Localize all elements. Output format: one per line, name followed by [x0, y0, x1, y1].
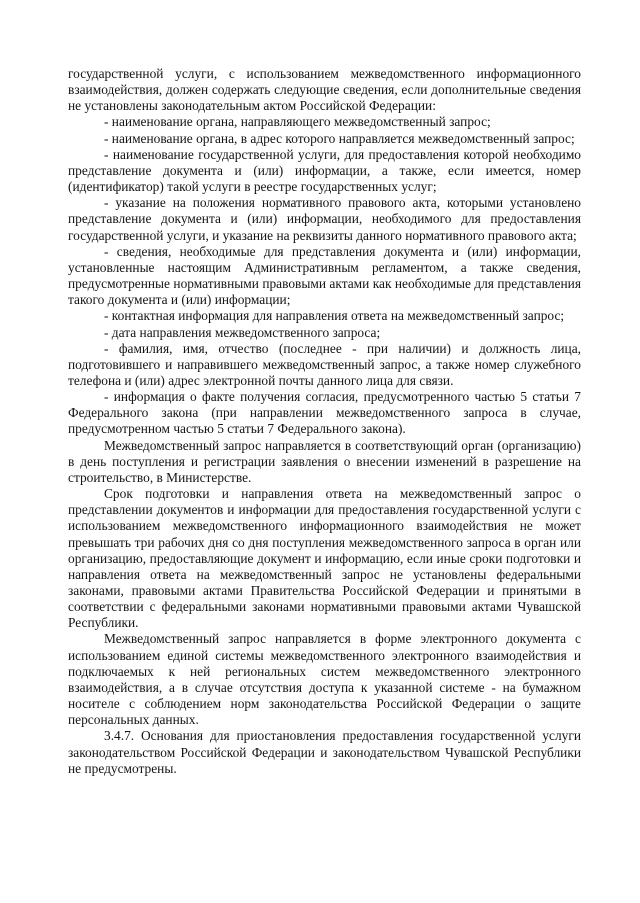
paragraph-request-contents-intro: государственной услуги, с использованием межведомственного информационного взаимодействия, должен содержать следующие сведения, если дополнительные сведения не установлены законодательным актом Российской Федерации: — [68, 66, 581, 114]
list-item-request-date: - дата направления межведомственного запроса; — [104, 324, 381, 340]
paragraph-section-3-4-7: 3.4.7. Основания для приостановления предоставления государственной услуги законодательством Российской Федерации и законодательством Чувашской Республики не предусмотрены. — [68, 728, 581, 776]
list-item-responsible-person: - фамилия, имя, отчество (последнее - при наличии) и должность лица, подготовившего и направившего межведомственный запрос, а также номер служебного телефона и (или) адрес электронной почты данного лица для связи. — [68, 340, 581, 388]
paragraph-electronic-form: Межведомственный запрос направляется в форме электронного документа с использованием единой системы межведомственного электронного взаимодействия и подключаемых к ней региональных систем межведомственного электронного взаимодействия, а в случае отсутствия доступа к указанной системе - на бумажном носителе с соблюдением норм законодательства Российской Федерации о защите персональных данных. — [68, 631, 581, 728]
document-page — [68, 66, 581, 777]
list-item-contact-info: - контактная информация для направления ответа на межведомственный запрос; — [104, 308, 565, 324]
list-item-legal-act: - указание на положения нормативного правового акта, которыми установлено представление документа и (или) информации, необходимого для предоставления государственной услуги, и указание на реквизиты данного нормативного правового акта; — [68, 195, 581, 243]
list-item-service-name: - наименование государственной услуги, для предоставления которой необходимо представление документа и (или) информации, а также, если имеется, номер (идентификатор) такой услуги в реестре государственных услуг; — [68, 146, 581, 195]
list-item-required-info: - сведения, необходимые для представления документа и (или) информации, установленные настоящим Административным регламентом, а также сведения, предусмотренные нормативными правовыми актами как необходимые для представления такого документа и (или) информации; — [68, 243, 581, 308]
list-item-addressee-body: - наименование органа, в адрес которого направляется межведомственный запрос; — [104, 130, 575, 146]
paragraph-response-deadline: Срок подготовки и направления ответа на межведомственный запрос о представлении документов и информации для предоставления государственной услуги с использованием межведомственного информационного взаимодействия не может превышать три рабочих дня со дня поступления межведомственного запроса в орган или организацию, предоставляющие документ и информацию, если иные сроки подготовки и направления ответа на межведомственный запрос не установлены федеральными законами, правовыми актами Правительства Российской Федерации и принятыми в соответствии с федеральными законами нормативными правовыми актами Чувашской Республики. — [68, 486, 581, 631]
paragraph-request-sending: Межведомственный запрос направляется в соответствующий орган (организацию) в день поступления и регистрации заявления о внесении изменений в разрешение на строительство, в Министерстве. — [68, 437, 581, 485]
list-item-consent-info: - информация о факте получения согласия, предусмотренного частью 5 статьи 7 Федерального закона (при направлении межведомственного запроса в случае, предусмотренном частью 5 статьи 7 Федерального закона). — [68, 389, 581, 437]
list-item-requesting-body: - наименование органа, направляющего межведомственный запрос; — [104, 114, 491, 130]
